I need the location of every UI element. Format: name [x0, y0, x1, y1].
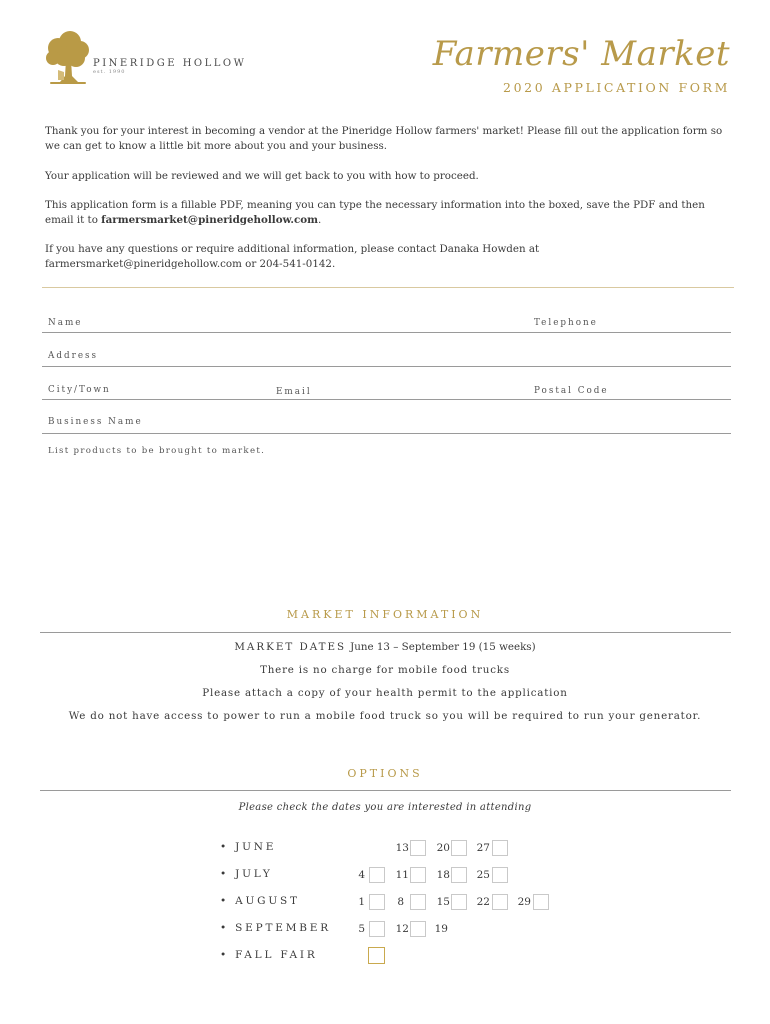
telephone-label: Telephone: [534, 318, 598, 328]
intro-paragraph-4: If you have any questions or require additional information, please contact Danaka Howden at farmersmarket@pineridgehollow.com or 204-541-0142.: [45, 243, 540, 270]
options-note: Please check the dates you are interested in attending: [238, 802, 532, 813]
divider: [42, 287, 734, 288]
email-label: Email: [276, 387, 312, 397]
telephone-field[interactable]: [534, 332, 731, 333]
script-title: Farmers' Market: [432, 34, 730, 74]
city-label: City/Town: [48, 385, 111, 395]
checkbox-june-20[interactable]: [451, 840, 467, 856]
intro-paragraph-1: Thank you for your interest in becoming a vendor at the Pineridge Hollow farmers' market! Please fill out the application form so we can get to know a little bit more about you and your business.: [45, 125, 723, 152]
market-info-rule: [40, 632, 731, 633]
checkbox-august-15[interactable]: [451, 894, 467, 910]
address-field[interactable]: [42, 366, 731, 367]
intro-paragraph-3: [45, 198, 735, 228]
checkbox-august-22[interactable]: [492, 894, 508, 910]
checkbox-july-25[interactable]: [492, 867, 508, 883]
postal-code-label: Postal Code: [534, 386, 609, 396]
month-august: • AUGUST: [220, 895, 300, 907]
checkbox-july-4[interactable]: [369, 867, 385, 883]
business-name-label: Business Name: [48, 417, 143, 427]
month-september: • SEPTEMBER: [220, 922, 331, 934]
intro-paragraph-3-text: This application form is a fillable PDF, meaning you can type the necessary information into the boxed, save the PDF and then email it to: [45, 199, 705, 226]
date-label: 8: [397, 896, 404, 908]
market-dates-line: [0, 641, 770, 653]
market-dates-value: June 13 – September 19 (15 weeks): [350, 641, 536, 653]
name-field[interactable]: [42, 332, 534, 333]
health-permit-note: Please attach a copy of your health permit to the application: [202, 687, 568, 699]
date-label: 5: [358, 923, 365, 935]
date-label: 1: [358, 896, 365, 908]
date-label: 29: [517, 896, 531, 908]
market-information-title: MARKET INFORMATION: [286, 608, 484, 621]
options-rule: [40, 790, 731, 791]
month-july: • JULY: [220, 868, 273, 880]
checkbox-august-8[interactable]: [410, 894, 426, 910]
city-field[interactable]: [42, 399, 274, 400]
month-fall-fair: • FALL FAIR: [220, 949, 318, 961]
food-truck-charge: There is no charge for mobile food trucks: [260, 664, 510, 676]
name-label: Name: [48, 318, 83, 328]
date-label: 25: [476, 869, 490, 881]
checkbox-july-11[interactable]: [410, 867, 426, 883]
business-name-field[interactable]: [42, 433, 731, 434]
date-label: 20: [436, 842, 450, 854]
logo-name: PINERIDGE HOLLOW: [93, 58, 247, 69]
checkbox-july-18[interactable]: [451, 867, 467, 883]
email-link[interactable]: farmersmarket@pineridgehollow.com: [101, 214, 319, 226]
tree-icon: [44, 30, 92, 88]
products-label: List products to be brought to market.: [48, 446, 266, 456]
month-june: • JUNE: [220, 841, 277, 853]
market-dates-label: MARKET DATES: [234, 641, 347, 653]
address-label: Address: [48, 351, 99, 361]
date-label: 27: [476, 842, 490, 854]
intro-paragraph-3-end: .: [318, 214, 322, 226]
intro-paragraph-2: Your application will be reviewed and we will get back to you with how to proceed.: [45, 170, 479, 182]
date-label: 19: [434, 923, 448, 935]
date-label: 12: [395, 923, 409, 935]
date-label: 11: [395, 869, 409, 881]
logo-est: est. 1990: [93, 69, 126, 75]
products-field[interactable]: [42, 460, 731, 590]
date-label: 4: [358, 869, 365, 881]
checkbox-september-5[interactable]: [369, 921, 385, 937]
checkbox-june-13[interactable]: [410, 840, 426, 856]
checkbox-fall-fair[interactable]: [368, 947, 385, 964]
power-note: We do not have access to power to run a mobile food truck so you will be required to run your generator.: [68, 710, 702, 722]
date-label: 22: [476, 896, 490, 908]
date-label: 13: [395, 842, 409, 854]
date-label: 15: [436, 896, 450, 908]
logo: [44, 30, 92, 88]
date-label: 18: [436, 869, 450, 881]
postal-code-field[interactable]: [534, 399, 731, 400]
checkbox-august-29[interactable]: [533, 894, 549, 910]
email-field[interactable]: [274, 399, 534, 400]
form-title: 2020 APPLICATION FORM: [503, 80, 730, 95]
options-title: OPTIONS: [347, 767, 423, 780]
checkbox-june-27[interactable]: [492, 840, 508, 856]
